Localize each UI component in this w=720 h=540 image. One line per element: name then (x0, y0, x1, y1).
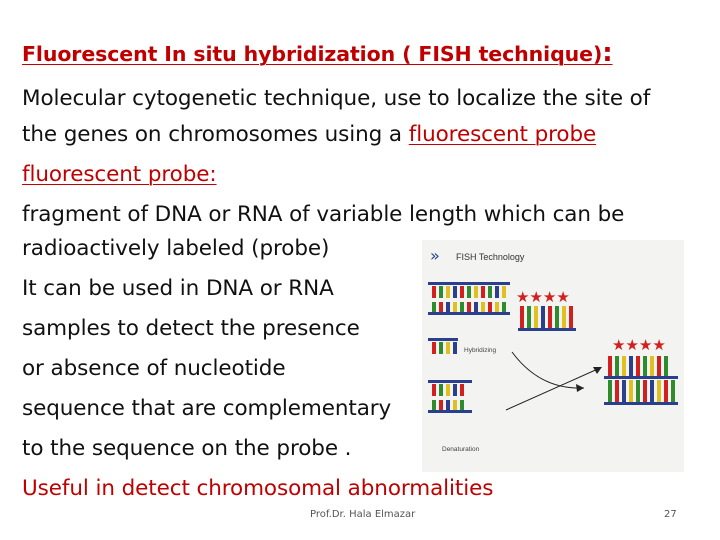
body-line-2 (22, 124, 596, 146)
body-line-9: sequence that are complementary (22, 396, 392, 421)
slide-title-text: Fluorescent In situ hybridization ( FISH technique) (22, 42, 603, 66)
label-denaturation: Denaturation (442, 446, 480, 453)
fluorescent-tag-stars-top: ★★★★ (516, 288, 570, 306)
body-line-2-text: the genes on chromosomes using a (22, 122, 409, 147)
body-line-1: Molecular cytogenetic technique, use to localize the site of (22, 86, 651, 111)
slide-title-colon: : (602, 38, 613, 68)
body-line-8: or absence of nucleotide (22, 356, 286, 381)
body-line-11: Useful in detect chromosomal abnormalities (22, 476, 494, 501)
figure-header-title: FISH Technology (456, 252, 525, 262)
fluorescent-probe-link[interactable]: fluorescent probe (408, 122, 597, 147)
footer-author: Prof.Dr. Hala Elmazar (310, 509, 416, 520)
fluorescent-tag-stars-right: ★★★★ (612, 336, 666, 354)
figure-header-mark: » (430, 246, 440, 265)
body-line-7: samples to detect the presence (22, 316, 360, 341)
label-hybridizing: Hybridizing (464, 347, 497, 354)
body-line-6: It can be used in DNA or RNA (22, 276, 334, 301)
page-number: 27 (664, 509, 677, 520)
strand-middle (428, 338, 458, 354)
fish-technology-figure (422, 240, 684, 472)
body-line-4: fragment of DNA or RNA of variable length which can be (22, 202, 625, 227)
slide-title (22, 40, 613, 66)
fluorescent-probe-heading: fluorescent probe: (22, 162, 217, 187)
body-line-10: to the sequence on the probe . (22, 436, 352, 461)
body-line-5: radioactively labeled (probe) (22, 236, 330, 261)
